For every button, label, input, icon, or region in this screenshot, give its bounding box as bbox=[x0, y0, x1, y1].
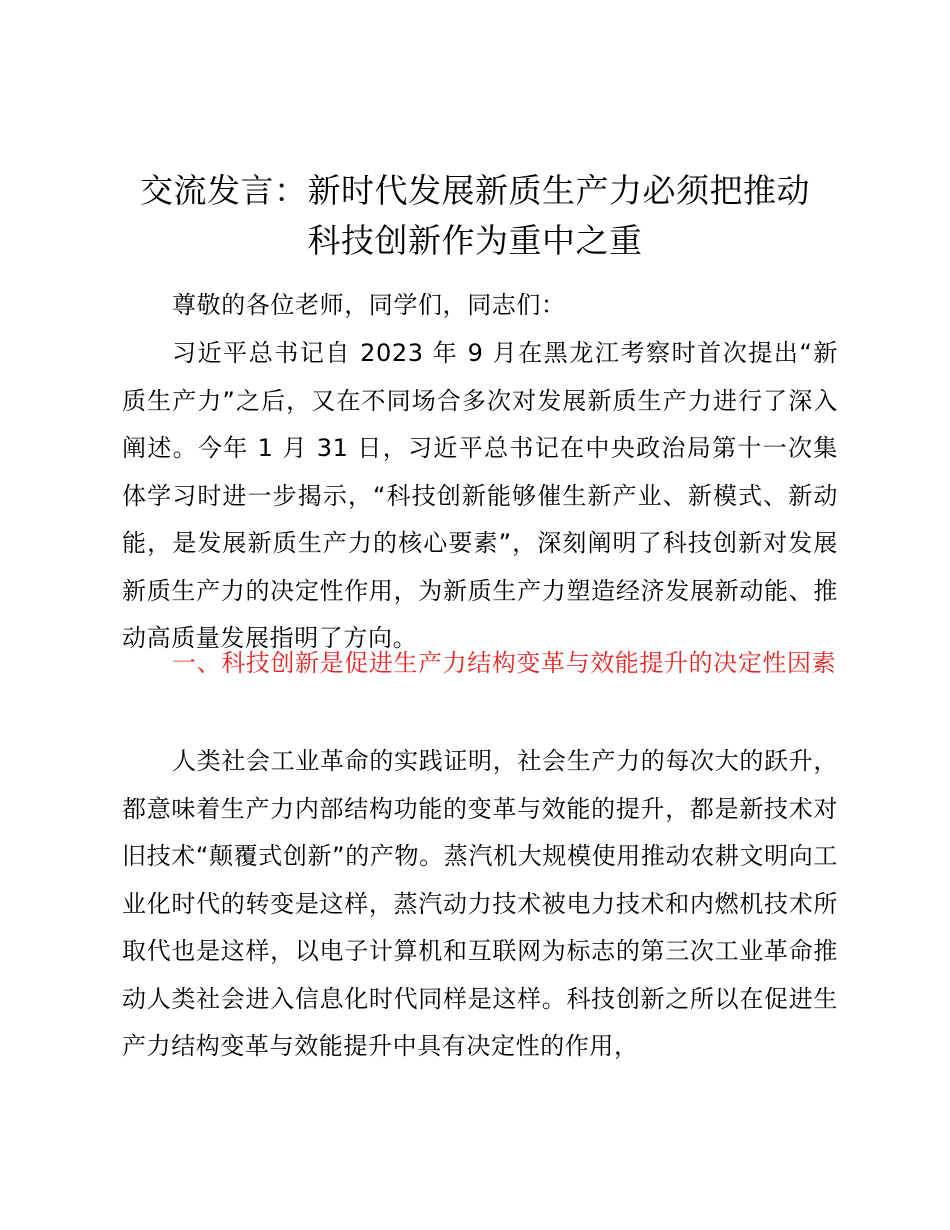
section-heading: 一、科技创新是促进生产力结构变革与效能提升的决定性因素 bbox=[172, 649, 837, 677]
greeting: 尊敬的各位老师，同学们，同志们： bbox=[172, 291, 566, 319]
document-title-line1: 交流发言：新时代发展新质生产力必须把推动 bbox=[140, 171, 810, 210]
document-title-line2: 科技创新作为重中之重 bbox=[307, 221, 643, 260]
paragraph-intro: 习近平总书记自 2023 年 9 月在黑龙江考察时首次提出“新质生产力”之后，又在不同场合多次对发展新质生产力进行了深入阐述。今年 1 月 31 日，习近平总书记在中央政治局第十一次集体学习时进一步揭示，“科技创新能够催生新产业、新模式、新动能，是发展新质生产力的核心要素”，深刻阐明了科技创新对发展新质生产力的决定性作用，为新质生产力塑造经济发展新动能、推动高质量发展指明了方向。 bbox=[122, 339, 838, 652]
paragraph-body: 人类社会工业革命的实践证明，社会生产力的每次大的跃升，都意味着生产力内部结构功能的变革与效能的提升，都是新技术对旧技术“颠覆式创新”的产物。蒸汽机大规模使用推动农耕文明向工业化时代的转变是这样，蒸汽动力技术被电力技术和内燃机技术所取代也是这样，以电子计算机和互联网为标志的第三次工业革命推动人类社会进入信息化时代同样是这样。科技创新之所以在促进生产力结构变革与效能提升中具有决定性的作用， bbox=[122, 747, 838, 1060]
